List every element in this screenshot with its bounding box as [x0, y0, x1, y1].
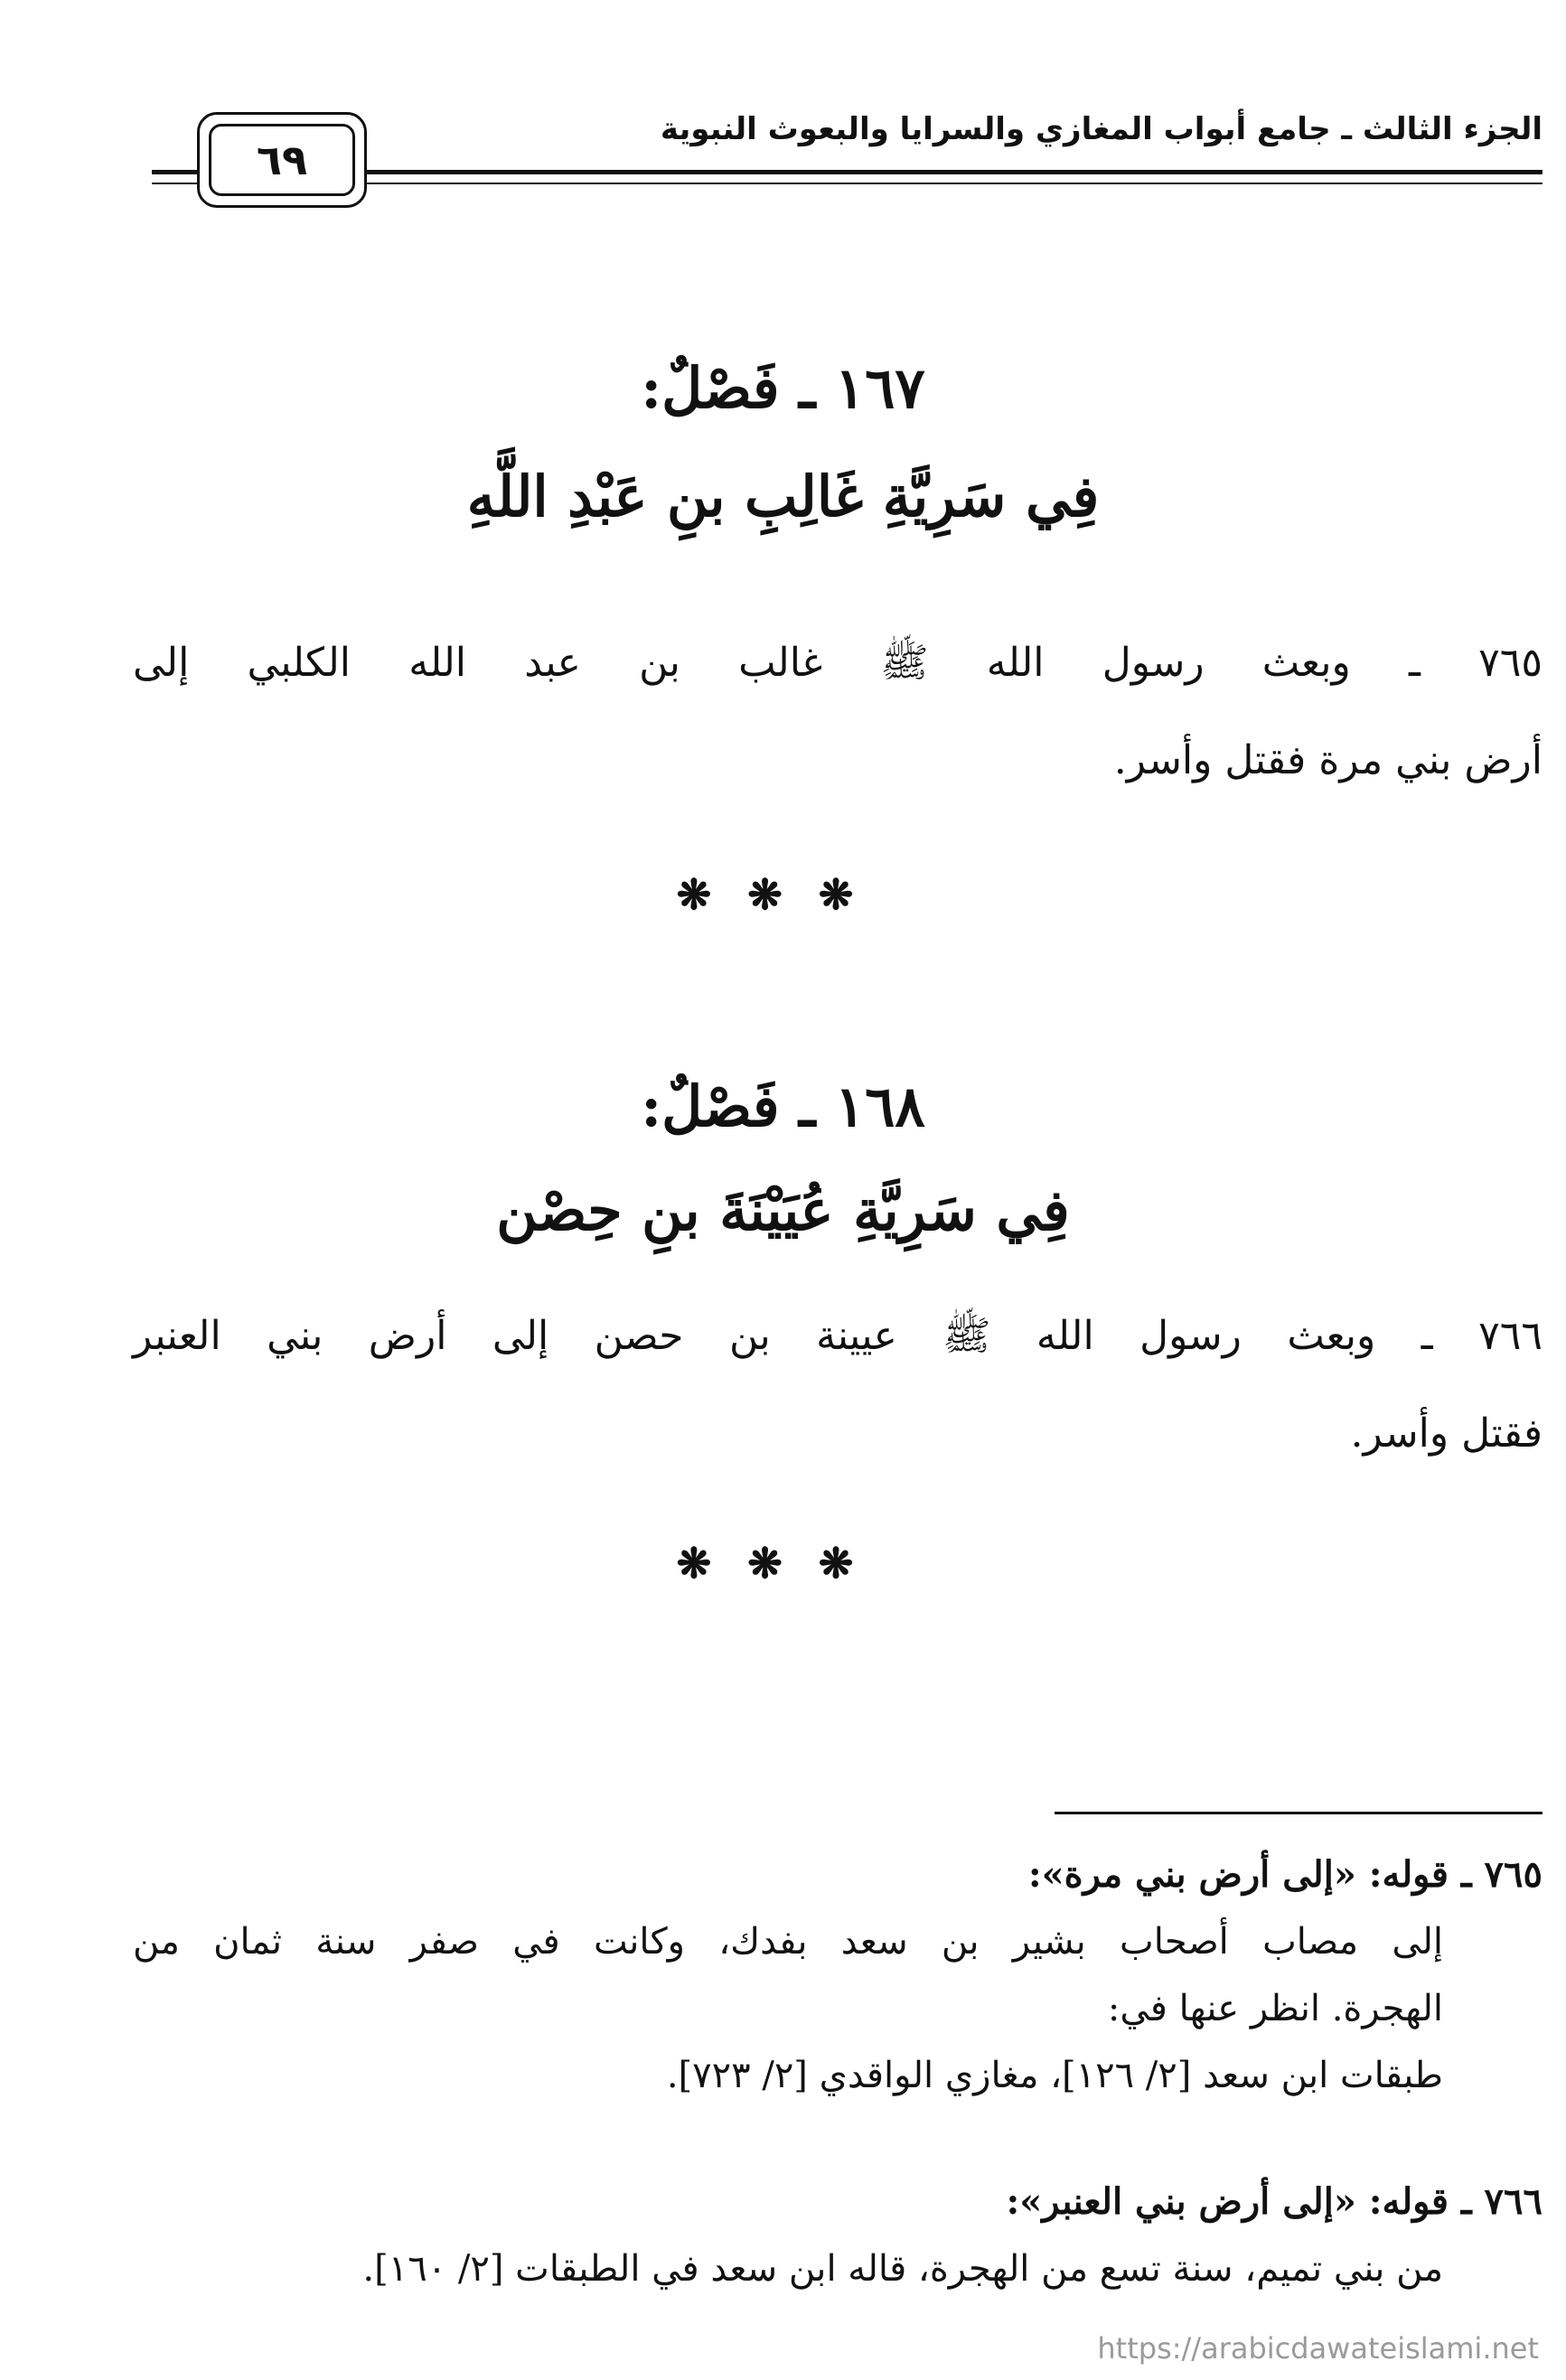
paragraph-line: أرض بني مرة فقتل وأسر.: [1113, 737, 1543, 783]
footnote-rule: [1055, 1812, 1543, 1814]
running-title: الجزء الثالث ـ جامع أبواب المغازي والسرايا والبعوث النبوية: [660, 111, 1543, 147]
footnote-766: [133, 2169, 1543, 2302]
section-subheading-167: فِي سَرِيَّةِ غَالِبِ بنِ عَبْدِ اللَّهِ: [466, 464, 1100, 529]
footnote-head: ٧٦٥ ـ قوله: «إلى أرض بني مرة»:: [1027, 1853, 1543, 1896]
footnote-line: طبقات ابن سعد [٢/ ١٢٦]، مغازي الواقدي [٢/ ٧٢٣].: [666, 2055, 1443, 2096]
footnote-line: إلى مصاب أصحاب بشير بن سعد بفدك، وكانت في صفر سنة ثمان من: [133, 1921, 1443, 1963]
section-heading-168: ١٦٨ ـ فَصْلٌ:: [641, 1073, 925, 1139]
paragraph-line: ٧٦٦ ـ وبعث رسول الله ﷺ عيينة بن حصن إلى أرض بني العنبر: [133, 1313, 1543, 1359]
section-heading-167: ١٦٧ ـ فَصْلٌ:: [641, 355, 925, 421]
paragraph-line: ٧٦٥ ـ وبعث رسول الله ﷺ غالب بن عبد الله الكلبي إلى: [133, 640, 1543, 686]
page-number-frame: [197, 112, 367, 208]
footnote-765: [133, 1841, 1543, 2109]
footnote-line: من بني تميم، سنة تسع من الهجرة، قاله ابن سعد في الطبقات [٢/ ١٦٠].: [362, 2248, 1443, 2290]
separator-stars: ❋❋❋: [676, 870, 890, 919]
footnote-head: ٧٦٦ ـ قوله: «إلى أرض بني العنبر»:: [1006, 2180, 1543, 2223]
paragraph-765: [133, 614, 1543, 810]
watermark-url: https://arabicdawateislami.net: [1097, 2331, 1539, 2366]
page-number: ٦٩: [209, 124, 355, 196]
paragraph-line: فقتل وأسر.: [1350, 1410, 1543, 1457]
footnote-line: الهجرة. انظر عنها في:: [1107, 1988, 1443, 2029]
section-subheading-168: فِي سَرِيَّةِ عُيَيْنَةَ بنِ حِصْن: [496, 1177, 1070, 1243]
separator-stars: ❋❋❋: [676, 1539, 890, 1588]
paragraph-766: [133, 1288, 1543, 1483]
